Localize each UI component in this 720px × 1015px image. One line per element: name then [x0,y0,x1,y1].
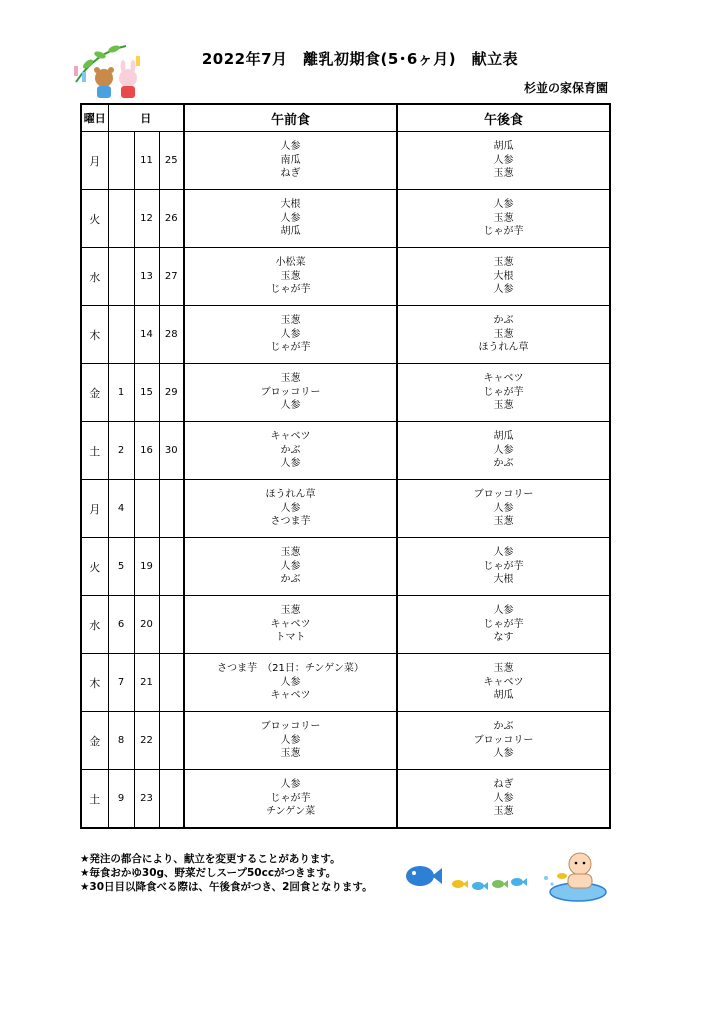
date-cell [159,538,184,596]
morning-cell [184,654,397,712]
date-cell [108,132,134,190]
date-cell [134,480,159,538]
note-line: ★30日目以降食べる際は、午後食がつき、2回食となります。 [80,881,373,893]
date-cell [159,770,184,829]
menu-item: さつま芋 （21日：チンゲン菜） [217,663,364,675]
afternoon-cell [397,596,610,654]
menu-item: 人参 [280,676,301,688]
menu-item: 人参 [280,734,301,746]
menu-item: じゃが芋 [483,560,524,572]
menu-item: ねぎ [280,168,301,180]
date-cell: 23 [134,770,159,829]
menu-item: 大根 [280,199,301,211]
table-row [81,190,610,248]
menu-item: かぶ [280,574,301,586]
date-cell: 12 [134,190,159,248]
menu-item: 人参 [493,199,514,211]
afternoon-cell [397,480,610,538]
menu-item: 人参 [280,212,301,224]
note-line: ★毎食おかゆ30g、野菜だしスープ50ccがつきます。 [80,867,337,879]
menu-item: ほうれん草 [265,489,316,501]
morning-cell [184,248,397,306]
notes [80,852,373,894]
date-cell: 2 [108,422,134,480]
menu-item: 玉葱 [280,373,301,385]
menu-item: 人参 [280,779,301,791]
menu-item: 玉葱 [280,748,301,760]
menu-item: 玉葱 [493,168,514,180]
menu-item: 人参 [280,328,301,340]
menu-item: 玉葱 [280,605,301,617]
menu-item: 人参 [280,141,301,153]
date-cell [159,712,184,770]
menu-item: じゃが芋 [483,226,524,238]
date-cell: 14 [134,306,159,364]
date-cell: 7 [108,654,134,712]
menu-item: キャベツ [270,618,311,630]
weekday-cell: 金 [81,364,108,422]
morning-cell [184,480,397,538]
menu-item: 胡瓜 [493,431,514,443]
menu-item: じゃが芋 [270,342,311,354]
menu-item: じゃが芋 [483,618,524,630]
table-row [81,712,610,770]
afternoon-cell [397,422,610,480]
date-cell: 30 [159,422,184,480]
menu-item: 南瓜 [280,154,301,166]
date-cell: 26 [159,190,184,248]
menu-item: じゃが芋 [270,284,311,296]
menu-item: 人参 [493,502,514,514]
menu-item: かぶ [280,444,301,456]
fish-illustration [400,858,530,898]
menu-item: じゃが芋 [270,792,311,804]
date-cell: 5 [108,538,134,596]
menu-item: 大根 [493,270,514,282]
menu-item: 胡瓜 [493,141,514,153]
menu-item: ねぎ [493,779,514,791]
date-cell: 29 [159,364,184,422]
menu-item: 小松菜 [275,257,306,269]
date-cell: 15 [134,364,159,422]
menu-item: 人参 [493,748,514,760]
menu-item: 人参 [280,502,301,514]
menu-item: 大根 [493,574,514,586]
weekday-cell: 月 [81,132,108,190]
menu-item: 人参 [493,792,514,804]
date-cell [108,190,134,248]
date-cell: 1 [108,364,134,422]
weekday-cell: 木 [81,654,108,712]
date-cell: 22 [134,712,159,770]
table-row [81,770,610,829]
menu-item: 玉葱 [493,328,514,340]
menu-item: ほうれん草 [478,342,529,354]
menu-body [81,132,610,829]
morning-cell [184,364,397,422]
header-afternoon: 午後食 [397,104,610,132]
date-cell: 28 [159,306,184,364]
menu-item: 人参 [493,605,514,617]
afternoon-cell [397,770,610,829]
baby-bath-illustration [538,848,610,904]
weekday-cell: 水 [81,596,108,654]
menu-item: ブロッコリー [473,734,534,746]
weekday-cell: 木 [81,306,108,364]
morning-cell [184,538,397,596]
date-cell: 25 [159,132,184,190]
table-row [81,306,610,364]
morning-cell [184,712,397,770]
date-cell [159,480,184,538]
date-cell [159,654,184,712]
weekday-cell: 土 [81,770,108,829]
school-name: 杉並の家保育園 [523,81,608,95]
afternoon-cell [397,712,610,770]
menu-item: チンゲン菜 [265,806,316,818]
afternoon-cell [397,654,610,712]
morning-cell [184,190,397,248]
menu-item: 人参 [280,560,301,572]
table-row [81,596,610,654]
menu-item: さつま芋 [270,516,311,528]
menu-item: なす [493,632,514,644]
header-morning: 午前食 [184,104,397,132]
date-cell: 13 [134,248,159,306]
date-cell [108,306,134,364]
afternoon-cell [397,248,610,306]
menu-item: 玉葱 [493,257,514,269]
date-cell [159,596,184,654]
weekday-cell: 火 [81,538,108,596]
weekday-cell: 月 [81,480,108,538]
menu-item: キャベツ [270,690,311,702]
menu-item: 胡瓜 [493,690,514,702]
table-row [81,654,610,712]
menu-item: 人参 [280,400,301,412]
menu-item: 玉葱 [280,270,301,282]
table-row [81,248,610,306]
date-cell: 21 [134,654,159,712]
menu-item: 人参 [280,458,301,470]
menu-item: キャベツ [483,373,524,385]
menu-item: 玉葱 [493,212,514,224]
menu-item: 玉葱 [280,315,301,327]
menu-item: ブロッコリー [260,386,321,398]
weekday-cell: 火 [81,190,108,248]
date-cell: 9 [108,770,134,829]
date-cell [108,248,134,306]
menu-item: キャベツ [483,676,524,688]
date-cell: 11 [134,132,159,190]
menu-table [80,103,611,829]
menu-item: 人参 [493,547,514,559]
menu-item: 玉葱 [493,806,514,818]
menu-item: かぶ [493,721,514,733]
table-row [81,364,610,422]
table-row [81,422,610,480]
menu-item: ブロッコリー [260,721,321,733]
afternoon-cell [397,364,610,422]
afternoon-cell [397,190,610,248]
note-line: ★発注の都合により、献立を変更することがあります。 [80,853,341,865]
menu-item: キャベツ [270,431,311,443]
date-cell: 20 [134,596,159,654]
table-row [81,132,610,190]
morning-cell [184,770,397,829]
header-weekday: 曜日 [81,104,108,132]
table-row [81,538,610,596]
table-row [81,480,610,538]
menu-item: 玉葱 [493,400,514,412]
menu-item: かぶ [493,458,514,470]
afternoon-cell [397,538,610,596]
menu-item: ブロッコリー [473,489,534,501]
menu-item: 玉葱 [493,516,514,528]
morning-cell [184,132,397,190]
page-title: 2022年7月 離乳初期食(5･6ヶ月) 献立表 [201,50,519,68]
weekday-cell: 金 [81,712,108,770]
menu-item: トマト [275,632,306,644]
date-cell: 4 [108,480,134,538]
morning-cell [184,422,397,480]
date-cell: 19 [134,538,159,596]
date-cell: 27 [159,248,184,306]
afternoon-cell [397,132,610,190]
weekday-cell: 水 [81,248,108,306]
menu-item: 人参 [493,444,514,456]
menu-item: 胡瓜 [280,226,301,238]
menu-item: 人参 [493,284,514,296]
menu-item: かぶ [493,315,514,327]
menu-item: 玉葱 [280,547,301,559]
menu-item: 人参 [493,154,514,166]
header-date: 日 [108,104,184,132]
morning-cell [184,306,397,364]
morning-cell [184,596,397,654]
afternoon-cell [397,306,610,364]
menu-item: 玉葱 [493,663,514,675]
menu-item: じゃが芋 [483,386,524,398]
date-cell: 16 [134,422,159,480]
date-cell: 6 [108,596,134,654]
date-cell: 8 [108,712,134,770]
weekday-cell: 土 [81,422,108,480]
